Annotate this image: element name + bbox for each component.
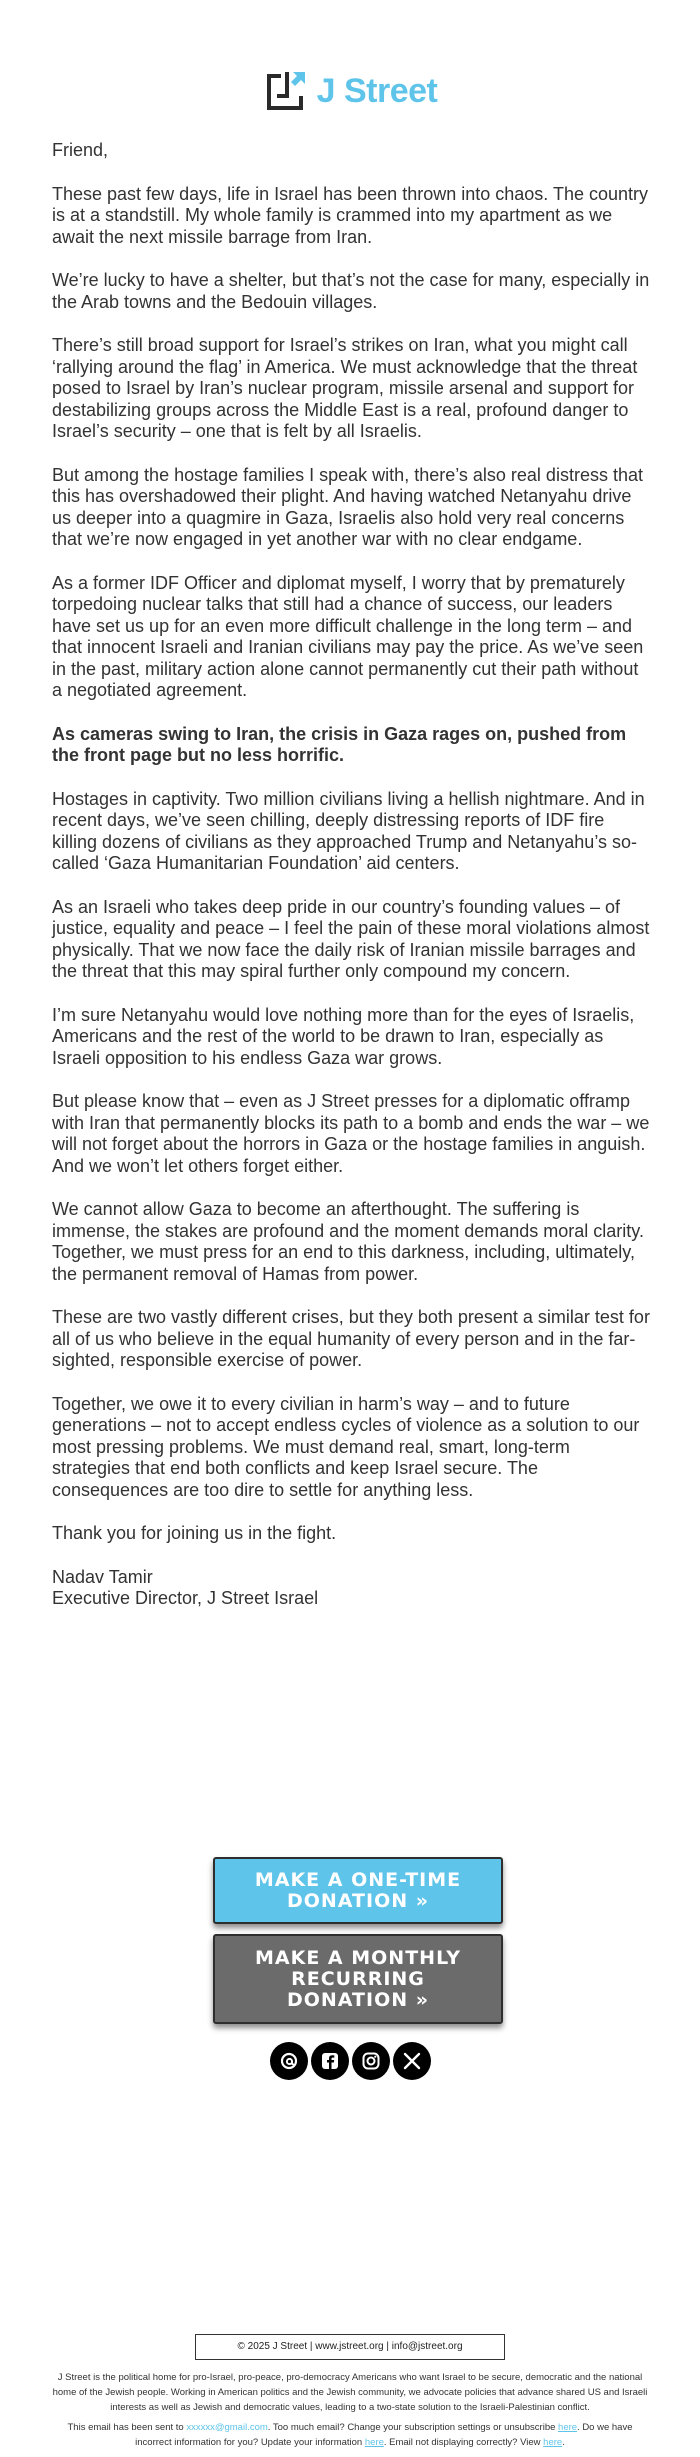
unsubscribe-link[interactable]: here [558, 2422, 578, 2433]
logo-text: J Street [316, 71, 438, 110]
footer-text: . Email not displaying correctly? View [383, 2437, 544, 2448]
one-time-donation-button[interactable]: MAKE A ONE-TIME DONATION » [213, 1857, 503, 1924]
paragraph: Hostages in captivity. Two million civilians living a hellish nightmare. And in recent days, we’ve seen chilling, deeply distressing reports of IDF fire killing dozens of civilians as they approached Trump and Netanyahu’s so-called ‘Gaza Humanitarian Foundation’ aid centers. [52, 788, 645, 873]
paragraph: Thank you for joining us in the fight. [52, 1523, 337, 1543]
instagram-icon[interactable] [352, 2042, 390, 2080]
view-online-link[interactable]: here [543, 2437, 563, 2448]
j-street-logo-icon [263, 68, 309, 114]
greeting: Friend, [52, 140, 109, 160]
x-icon[interactable] [393, 2042, 431, 2080]
facebook-icon[interactable] [311, 2042, 349, 2080]
signature-title: Executive Director, J Street Israel [52, 1588, 319, 1608]
social-links [0, 2042, 700, 2080]
footer-settings [50, 2420, 650, 2450]
paragraph: We’re lucky to have a shelter, but that’s not the case for many, especially in the Arab towns and the Bedouin villages. [52, 270, 650, 312]
footer-text: . [562, 2437, 565, 2448]
paragraph: As a former IDF Officer and diplomat myself, I worry that by prematurely torpedoing nuclear talks that still had a chance of success, our leaders have set us up for an even more difficult challenge in the long term – and that innocent Israeli and Iranian civilians may pay the price. As we’ve seen in the past, military action alone cannot permanently cut their path without a negotiated agreement. [52, 572, 644, 700]
paragraph: I’m sure Netanyahu would love nothing more than for the eyes of Israelis, Americans and the rest of the world to be drawn to Iran, especially as Israeli opposition to his endless Gaza war grows. [52, 1004, 635, 1068]
paragraph: But please know that – even as J Street presses for a diplomatic offramp with Iran that permanently blocks its path to a bomb and ends the war – we will not forget about the horrors in Gaza or the hostage families in anguish. And we won’t let others forget either. [52, 1091, 650, 1176]
monthly-donation-button[interactable]: MAKE A MONTHLY RECURRING DONATION » [213, 1934, 503, 2024]
footer-about: J Street is the political home for pro-Israel, pro-peace, pro-democracy Americans who want Israel to be secure, democratic and the national home of the Jewish people. Working in American politics and the Jewish community, we advocate policies that advance shared US and Israeli interests as well as Jewish and democratic values, leading to a two-state solution to the Israeli-Palestinian conflict. [52, 2372, 648, 2413]
logo[interactable] [0, 68, 700, 114]
paragraph: But among the hostage families I speak with, there’s also real distress that this has overshadowed their plight. And having watched Netanyahu drive us deeper into a quagmire in Gaza, Israelis also hold very real concerns that we’re now engaged in yet another war with no clear endgame. [52, 464, 643, 549]
letter-body [52, 140, 650, 1610]
footer-text: . Too much email? Change your subscription settings or unsubscribe [267, 2422, 559, 2433]
bold-paragraph: As cameras swing to Iran, the crisis in Gaza rages on, pushed from the front page but no less horrific. [52, 723, 627, 765]
paragraph: These are two vastly different crises, but they both present a similar test for all of us who believe in the equal humanity of every person and in the far-sighted, responsible exercise of power. [52, 1307, 650, 1370]
threads-icon[interactable] [270, 2042, 308, 2080]
paragraph: There’s still broad support for Israel’s strikes on Iran, what you might call ‘rallying around the flag’ in America. We must acknowledge that the threat posed to Israel by Iran’s nuclear program, missile arsenal and support for destabilizing groups across the Middle East is a real, profound danger to Israel’s security – one that is felt by all Israelis. [52, 335, 638, 441]
footer-copyright: © 2025 J Street | www.jstreet.org | info@jstreet.org [195, 2334, 505, 2360]
paragraph: We cannot allow Gaza to become an afterthought. The suffering is immense, the stakes are profound and the moment demands moral clarity. Together, we must press for an end to this darkness, including, ultimately, the permanent removal of Hamas from power. [52, 1199, 644, 1284]
footer-text: . Do we have incorrect information for you? Update your information [135, 2422, 633, 2448]
email-address-link[interactable]: xxxxxx@gmail.com [186, 2422, 268, 2433]
paragraph: Together, we owe it to every civilian in harm’s way – and to future generations – not to accept endless cycles of violence as a solution to our most pressing problems. We must demand real, smart, long-term strategies that end both conflicts and keep Israel secure. The consequences are too dire to settle for anything less. [52, 1393, 640, 1500]
paragraph: These past few days, life in Israel has been thrown into chaos. The country is at a standstill. My whole family is crammed into my apartment as we await the next missile barrage from Iran. [52, 183, 648, 247]
footer-text: This email has been sent to [67, 2422, 187, 2433]
signature-name: Nadav Tamir [52, 1566, 153, 1587]
update-info-link[interactable]: here [364, 2437, 384, 2448]
paragraph: As an Israeli who takes deep pride in our country’s founding values – of justice, equality and peace – I feel the pain of these moral violations almost physically. That we now face the daily risk of Iranian missile barrages and the threat that this may spiral further only compound my concern. [52, 896, 650, 981]
